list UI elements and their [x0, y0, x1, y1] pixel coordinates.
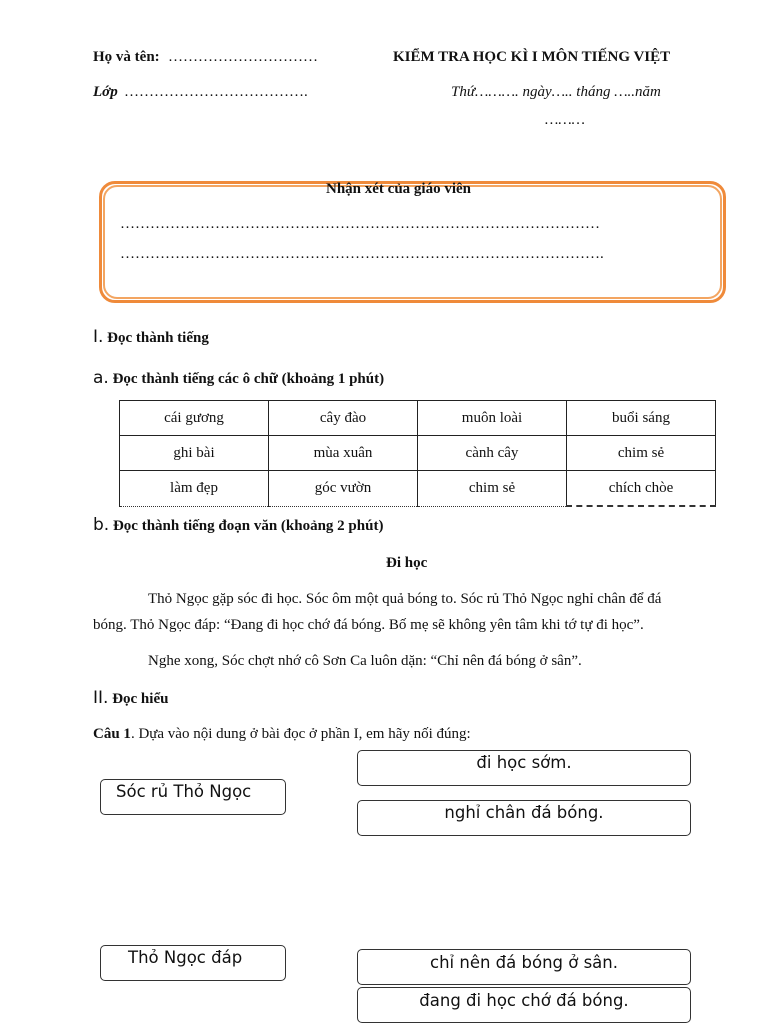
- class-dots: ……………………………….: [124, 84, 308, 100]
- comment-line-1: ……………………………………………………………………………………: [120, 216, 600, 232]
- date-line: Thứ………. ngày….. tháng …..năm: [451, 84, 661, 100]
- table-cell: chim sẻ: [567, 436, 716, 471]
- comment-line-2: …………………………………………………………………………………….: [120, 246, 604, 262]
- match-left-box-2[interactable]: [100, 945, 286, 981]
- table-cell: buổi sáng: [567, 401, 716, 436]
- name-label: Họ và tên:: [93, 49, 160, 65]
- section-2-heading: [93, 688, 168, 708]
- table-cell: muôn loài: [418, 401, 567, 436]
- table-row: [120, 471, 716, 507]
- section-1-heading: [93, 327, 209, 347]
- table-cell: chim sẻ: [418, 471, 567, 507]
- passage-line-2: bóng. Thỏ Ngọc đáp: “Đang đi học chớ đá bóng. Bố mẹ sẽ không yên tâm khi tớ tự đi học”.: [93, 617, 644, 633]
- class-label: Lớp: [93, 84, 118, 100]
- date-year: ………: [545, 112, 586, 128]
- section-2-numeral: II.: [93, 688, 109, 708]
- table-cell: cành cây: [418, 436, 567, 471]
- part-a-title: Đọc thành tiếng các ô chữ (khoảng 1 phút): [112, 371, 385, 387]
- table-cell: góc vườn: [269, 471, 418, 507]
- part-b-heading: [93, 515, 383, 535]
- match-right-box-4[interactable]: [357, 987, 691, 1023]
- table-cell: chích chòe: [567, 471, 716, 507]
- match-right-label-1: đi học sớm.: [476, 753, 572, 772]
- part-b-title: Đọc thành tiếng đoạn văn (khoảng 2 phút): [112, 518, 384, 534]
- match-right-box-2[interactable]: [357, 800, 691, 836]
- passage-line-1: Thỏ Ngọc gặp sóc đi học. Sóc ôm một quả bóng to. Sóc rủ Thỏ Ngọc nghỉ chân để đá: [148, 591, 662, 607]
- section-1-numeral: I.: [93, 327, 104, 347]
- part-a-letter: a.: [93, 368, 109, 388]
- table-cell: cây đào: [269, 401, 418, 436]
- match-right-label-3: chỉ nên đá bóng ở sân.: [430, 953, 618, 972]
- comment-title: Nhận xét của giáo viên: [326, 181, 472, 197]
- table-cell: làm đẹp: [120, 471, 269, 507]
- part-b-letter: b.: [93, 515, 110, 535]
- word-table: [119, 400, 716, 507]
- match-right-label-4: đang đi học chớ đá bóng.: [419, 991, 629, 1010]
- question-1: [93, 726, 471, 743]
- match-right-box-1[interactable]: [357, 750, 691, 786]
- question-1-text: . Dựa vào nội dung ở bài đọc ở phần I, em hãy nối đúng:: [130, 726, 471, 742]
- exam-title: KIỂM TRA HỌC KÌ I MÔN TIẾNG VIỆT: [393, 49, 671, 65]
- match-right-label-2: nghỉ chân đá bóng.: [444, 803, 604, 822]
- match-right-box-3[interactable]: [357, 949, 691, 985]
- passage-paragraph-1: [93, 586, 741, 638]
- section-1-title: Đọc thành tiếng: [107, 330, 209, 346]
- match-left-label-2: Thỏ Ngọc đáp: [128, 948, 243, 967]
- teacher-comment-box-inner: [103, 185, 722, 299]
- table-cell: ghi bài: [120, 436, 269, 471]
- match-left-label-1: Sóc rủ Thỏ Ngọc: [116, 782, 252, 801]
- table-row: [120, 401, 716, 436]
- table-cell: mùa xuân: [269, 436, 418, 471]
- section-2-title: Đọc hiểu: [112, 691, 169, 707]
- name-dots: …………………………: [168, 49, 318, 65]
- match-left-box-1[interactable]: [100, 779, 286, 815]
- table-row: [120, 436, 716, 471]
- part-a-heading: [93, 368, 384, 388]
- passage-paragraph-2: Nghe xong, Sóc chợt nhớ cô Sơn Ca luôn dặn: “Chỉ nên đá bóng ở sân”.: [148, 653, 582, 669]
- question-1-label: Câu 1: [93, 726, 131, 742]
- table-cell: cái gương: [120, 401, 269, 436]
- passage-title: Đi học: [386, 555, 428, 571]
